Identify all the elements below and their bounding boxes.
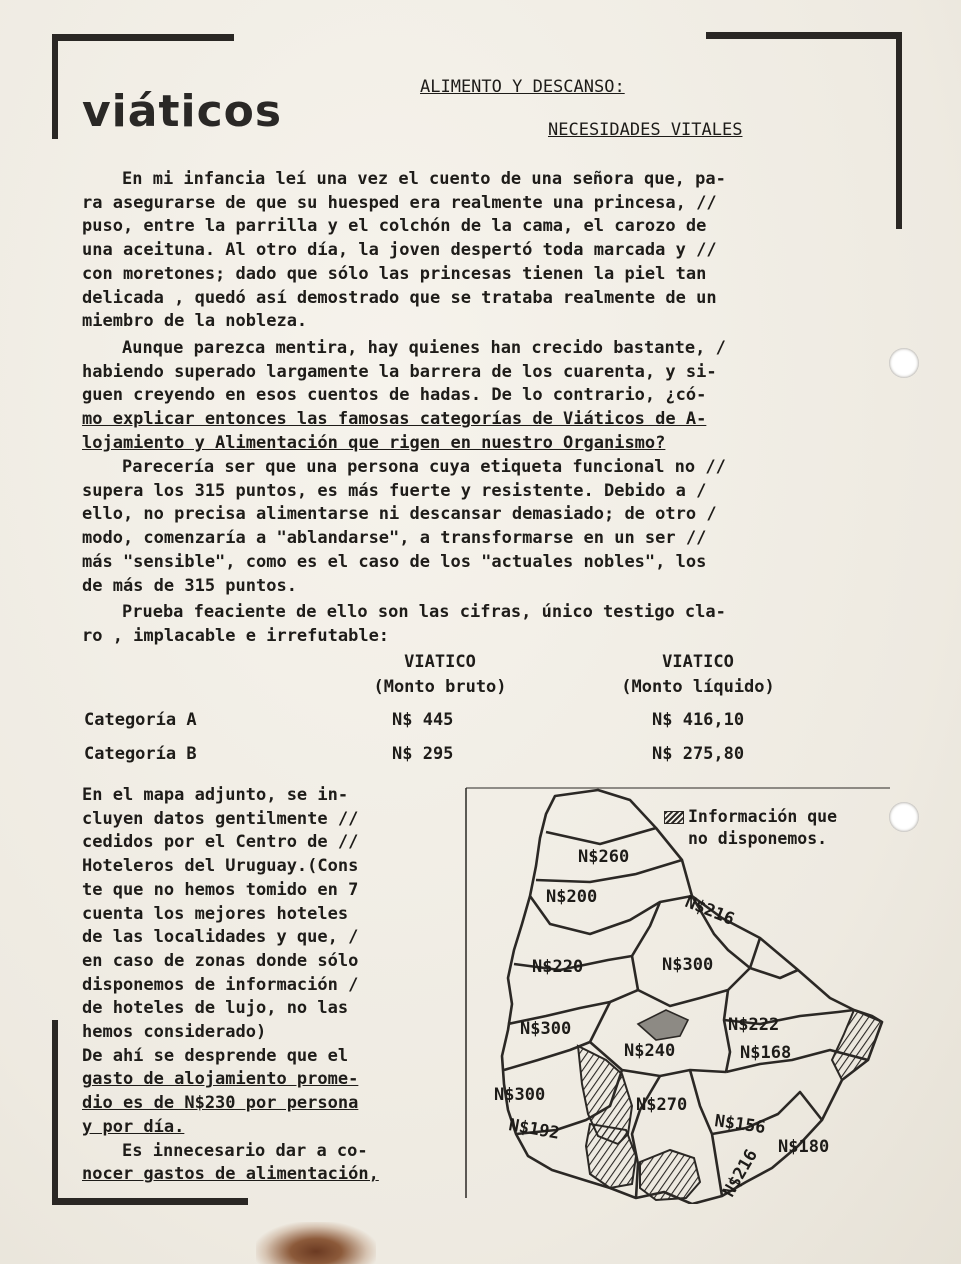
text-line: una aceituna. Al otro día, la joven despertó toda marcada y // [82, 240, 717, 261]
text-line: Prueba feaciente de ello son las cifras, único testigo cla- [122, 602, 726, 622]
map-label: N$260 [578, 847, 630, 867]
text-line: modo, comenzaría a "ablandarse", a transformarse en un ser // [82, 528, 707, 549]
text-line-underlined: nocer gastos de alimentación, [82, 1164, 379, 1185]
map-label: N$300 [662, 955, 714, 975]
text-line: en caso de zonas donde sólo [82, 950, 359, 971]
text-line: de las localidades y que, / [82, 927, 359, 948]
text-line: puso, entre la parrilla y el colchón de la cama, el carozo de [82, 216, 707, 237]
map-label: N$180 [778, 1137, 830, 1157]
text-line: más "sensible", como es el caso de los "actuales nobles", los [82, 551, 707, 572]
text-line: hemos considerado) [82, 1022, 267, 1043]
text-line: En el mapa adjunto, se in- [82, 785, 349, 805]
legend-text: no disponemos. [688, 829, 828, 848]
text-line-underlined: y por día. [82, 1116, 185, 1137]
map-label: N$192 [507, 1115, 562, 1144]
text-line: ro , implacable e irrefutable: [82, 625, 390, 646]
text-line: con moretones; dado que sólo las princesas tienen la piel tan [82, 263, 707, 284]
punch-hole [889, 348, 919, 378]
text-line: disponemos de información / [82, 974, 359, 995]
paragraph-4 [82, 601, 726, 648]
table-row-label: Categoría A [84, 710, 197, 730]
table-header-line: VIATICO [662, 652, 734, 672]
table-header-bruto [350, 650, 530, 700]
paragraph-2 [82, 337, 726, 456]
text-line: cluyen datos gentilmente // [82, 808, 359, 829]
text-line: Es innecesario dar a co- [122, 1140, 368, 1161]
legend-text: Información que [688, 807, 838, 826]
text-line: miembro de la nobleza. [82, 311, 308, 332]
paper-stain [256, 1222, 376, 1264]
map-label: N$216 [719, 1146, 762, 1201]
text-line: De ahí se desprende que el [82, 1045, 349, 1066]
map-label: N$270 [636, 1095, 688, 1115]
map-label: N$216 [682, 892, 738, 930]
text-line-underlined: gasto de alojamiento prome- [82, 1069, 359, 1090]
map-legend [664, 806, 837, 850]
left-column-text [82, 784, 379, 1187]
text-line: ra asegurarse de que su huesped era realmente una princesa, // [82, 192, 717, 213]
text-line-underlined: lojamiento y Alimentación que rigen en nuestro Organismo? [82, 432, 666, 453]
text-line: te que no hemos tomido en 7 [82, 879, 359, 900]
map-label: N$300 [494, 1085, 546, 1105]
hatched-zone [640, 1150, 700, 1200]
text-line: supera los 315 puntos, es más fuerte y resistente. Debido a / [82, 480, 707, 501]
text-line: Hoteleros del Uruguay.(Cons [82, 856, 359, 877]
text-line: delicada , quedó así demostrado que se trataba realmente de un [82, 287, 717, 308]
table-cell-bruto: N$ 295 [392, 744, 454, 764]
text-line: cedidos por el Centro de // [82, 832, 359, 853]
paragraph-3 [82, 456, 726, 598]
map-label: N$222 [728, 1015, 780, 1035]
table-header-liquido [598, 650, 798, 700]
text-line: Aunque parezca mentira, hay quienes han crecido bastante, / [122, 338, 726, 358]
table-header-line: (Monto bruto) [373, 677, 507, 697]
text-line: de hoteles de lujo, no las [82, 998, 349, 1019]
hatch-swatch-icon [664, 811, 684, 824]
title-line-1: ALIMENTO Y DESCANSO: [420, 77, 625, 97]
text-line: de más de 315 puntos. [82, 575, 297, 596]
text-line: cuenta los mejores hoteles [82, 903, 349, 924]
paragraph-1 [82, 168, 726, 334]
map-label: N$240 [624, 1041, 676, 1061]
lake-shape [638, 1010, 688, 1040]
text-line: Parecería ser que una persona cuya etiqueta funcional no // [122, 457, 726, 477]
table-cell-liquido: N$ 416,10 [652, 710, 745, 730]
text-line-underlined: mo explicar entonces las famosas categorías de Viáticos de A- [82, 409, 707, 430]
legend-line [664, 806, 837, 828]
text-line: guen creyendo en esos cuentos de hadas. De lo contrario, ¿có- [82, 385, 707, 406]
brand-logo: viáticos [82, 86, 283, 137]
text-line-underlined: dio es de N$230 por persona [82, 1093, 359, 1114]
text-line: habiendo superado largamente la barrera de los cuarenta, y si- [82, 361, 717, 382]
table-cell-liquido: N$ 275,80 [652, 744, 745, 764]
table-row-label: Categoría B [84, 744, 197, 764]
table-cell-bruto: N$ 445 [392, 710, 454, 730]
table-header-line: (Monto líquido) [621, 677, 775, 697]
map-label: N$300 [520, 1019, 572, 1039]
table-header-line: VIATICO [404, 652, 476, 672]
hatched-zone [832, 1010, 882, 1080]
punch-hole [889, 802, 919, 832]
text-line: En mi infancia leí una vez el cuento de una señora que, pa- [122, 169, 726, 189]
text-line: ello, no precisa alimentarse ni descansar demasiado; de otro / [82, 504, 717, 525]
title-line-2: NECESIDADES VITALES [548, 120, 743, 140]
map-label: N$168 [740, 1043, 792, 1063]
map-label: N$200 [546, 887, 598, 907]
map-label: N$156 [713, 1111, 767, 1139]
map-label: N$220 [532, 957, 584, 977]
